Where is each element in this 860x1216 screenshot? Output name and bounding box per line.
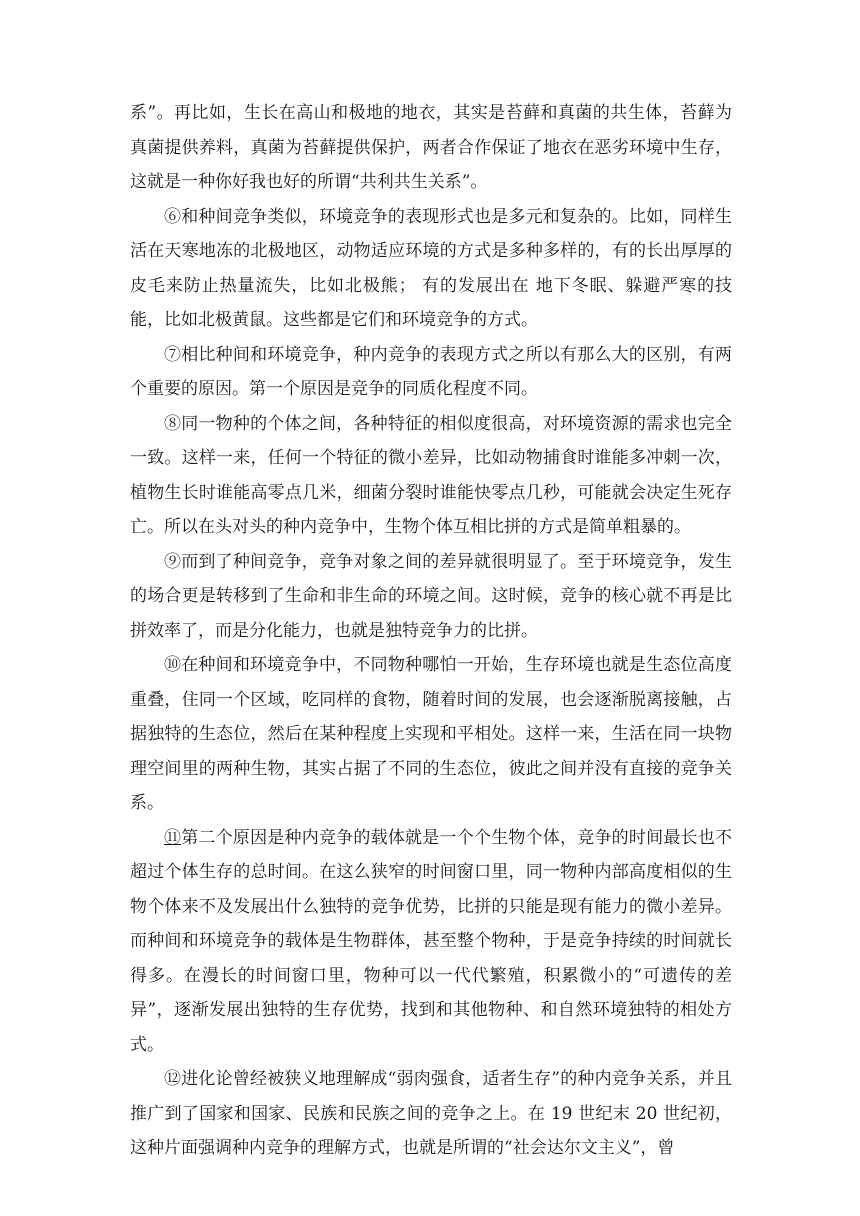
paragraph-number: ⑩ [164,655,182,675]
paragraph-5-continuation [130,96,732,200]
paragraph-11 [130,821,732,1063]
paragraph-7 [130,338,732,407]
paragraph-text: 系”。再比如，生长在高山和极地的地衣，其实是苔藓和真菌的共生体，苔藓为真菌提供养料，真菌为苔藓提供保护，两者合作保证了地衣在恶劣环境中生存，这就是一种你好我也好的所谓“共利共生关系”。 [130,103,732,192]
paragraph-number: ⑥ [164,206,182,227]
paragraph-number: ⑧ [164,413,182,434]
paragraph-text: 相比种间和环境竞争，种内竞争的表现方式之所以有那么大的区别，有两个重要的原因。第一个原因是竞争的同质化程度不同。 [130,344,732,399]
paragraph-9 [130,545,732,649]
paragraph-text: 同一物种的个体之间，各种特征的相似度很高，对环境资源的需求也完全一致。这样一来，任何一个特征的微小差异，比如动物捕食时谁能多冲刺一次，植物生长时谁能高零点几米，细菌分裂时谁能快零点几秒，可能就会决定生死存亡。所以在头对头的种内竞争中，生物个体互相比拼的方式是简单粗暴的。 [130,413,732,537]
paragraph-8 [130,407,732,545]
paragraph-10 [130,648,732,821]
paragraph-text: 第二个原因是种内竞争的载体就是一个个生物个体，竞争的时间最长也不超过个体生存的总时间。在这么狭窄的时间窗口里，同一物种内部高度相似的生物个体来不及发展出什么独特的竞争优势，比拼的只能是现有能力的微小差异。而种间和环境竞争的载体是生物群体，甚至整个物种，于是竞争持续的时间就长得多。在漫长的时间窗口里，物种可以一代代繁殖，积累微小的“可遗传的差异”，逐渐发展出独特的生存优势，找到和其他物种、和自然环境独特的相处方式。 [130,827,732,1055]
paragraph-text: 在种间和环境竞争中，不同物种哪怕一开始，生存环境也就是生态位高度重叠，住同一个区域，吃同样的食物，随着时间的发展，也会逐渐脱离接触，占据独特的生态位，然后在某种程度上实现和平相处。这样一来，生活在同一块物理空间里的两种生物，其实占据了不同的生态位，彼此之间并没有直接的竞争关系。 [130,655,732,813]
paragraph-12 [130,1062,732,1166]
paragraph-number: ⑨ [164,551,182,572]
paragraph-text: 和种间竞争类似，环境竞争的表现形式也是多元和复杂的。比如，同样生活在天寒地冻的北极地区，动物适应环境的方式是多种多样的，有的长出厚厚的皮毛来防止热量流失，比如北极熊； 有的发展出在 地下冬眠、躲避严寒的技能，比如北极黄鼠。这些都是它们和环境竞争的方式。 [130,206,732,330]
paragraph-6 [130,200,732,338]
paragraph-number: ⑪ [164,827,182,848]
paragraph-text: 进化论曾经被狭义地理解成“弱肉强食，适者生存”的种内竞争关系，并且推广到了国家和国家、民族和民族之间的竞争之上。在 19 世纪末 20 世纪初，这种片面强调种内竞争的理解方式，也就是所谓的“社会达尔文主义”，曾 [130,1069,732,1158]
paragraph-text: 而到了种间竞争，竞争对象之间的差异就很明显了。至于环境竞争，发生的场合更是转移到了生命和非生命的环境之间。这时候，竞争的核心就不再是比拼效率了，而是分化能力，也就是独特竞争力的比拼。 [130,551,732,641]
paragraph-number: ⑫ [164,1069,182,1089]
paragraph-number: ⑦ [164,344,182,365]
article-body [130,96,732,1166]
